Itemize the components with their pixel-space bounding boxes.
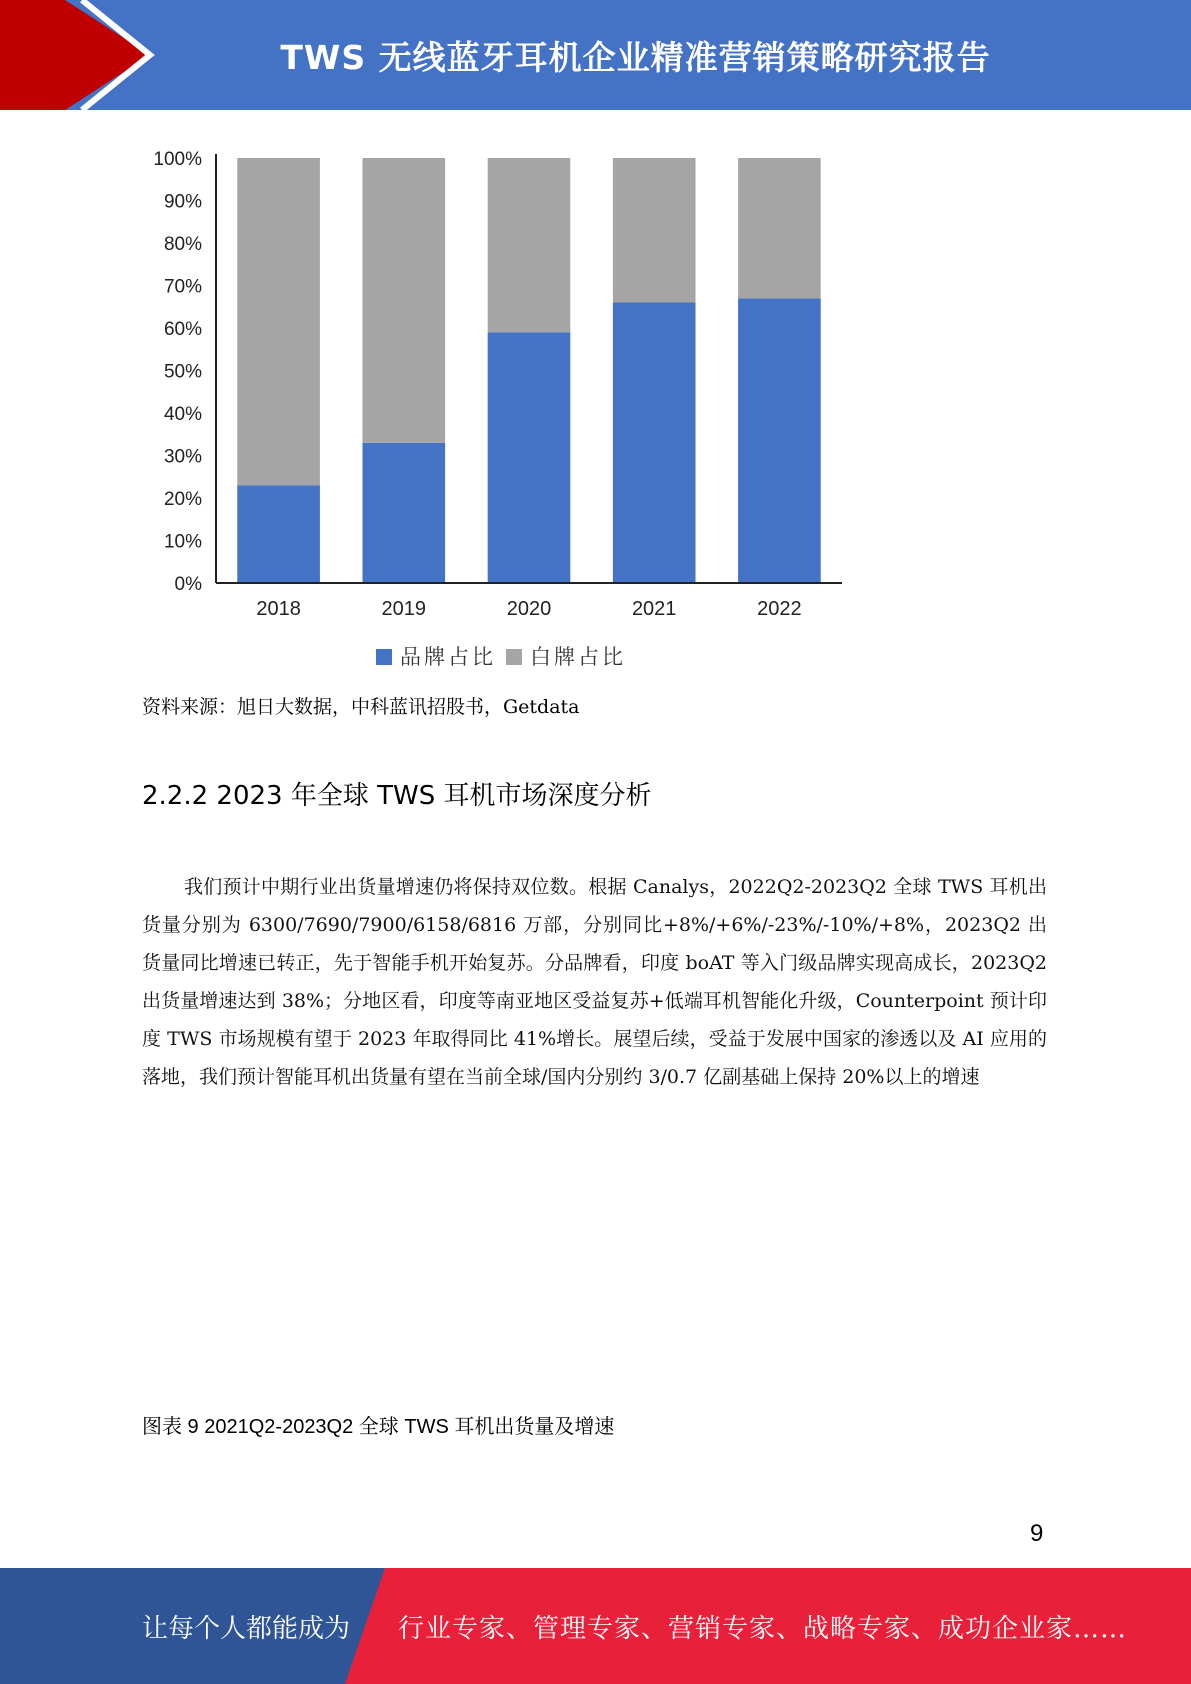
page-header <box>0 0 1191 110</box>
report-title: TWS 无线蓝牙耳机企业精准营销策略研究报告 <box>280 37 991 77</box>
bar-segment-whitebrand <box>237 158 320 485</box>
legend-label: 品牌占比 <box>400 646 496 669</box>
bar-segment-brand <box>613 303 696 584</box>
y-tick-label: 20% <box>163 489 202 510</box>
y-tick-label: 70% <box>163 276 202 298</box>
y-tick-label: 40% <box>163 404 202 425</box>
y-tick-label: 10% <box>163 531 202 553</box>
y-tick-label: 30% <box>163 446 202 468</box>
footer-slogan-right: 行业专家、管理专家、营销专家、战略专家、成功企业家…… <box>398 1613 1128 1644</box>
stacked-bar-chart <box>130 140 850 680</box>
figure-caption: 图表 9 2021Q2-2023Q2 全球 TWS 耳机出货量及增速 <box>142 1416 615 1438</box>
bar-segment-whitebrand <box>488 158 571 332</box>
footer-slogan-left: 让每个人都能成为 <box>142 1613 351 1644</box>
section-heading: 2.2.2 2023 年全球 TWS 耳机市场深度分析 <box>142 781 652 811</box>
legend-label: 白牌占比 <box>530 646 626 669</box>
bar-segment-brand <box>237 485 320 583</box>
chart-source-note: 资料来源：旭日大数据，中科蓝讯招股书，Getdata <box>142 696 580 718</box>
bar-segment-brand <box>488 332 571 583</box>
bar-segment-brand <box>738 298 821 583</box>
y-tick-label: 50% <box>163 361 202 383</box>
bar-segment-brand <box>362 443 445 583</box>
x-tick-label: 2021 <box>631 598 677 620</box>
legend-swatch <box>376 649 392 665</box>
page-footer <box>0 1568 1191 1684</box>
y-tick-label: 60% <box>163 319 202 340</box>
y-tick-label: 100% <box>153 149 202 170</box>
x-tick-label: 2018 <box>256 598 301 620</box>
y-tick-label: 0% <box>174 574 202 595</box>
bar-segment-whitebrand <box>362 158 445 443</box>
chart-svg <box>130 140 850 680</box>
x-tick-label: 2019 <box>381 598 427 620</box>
bar-segment-whitebrand <box>738 158 821 298</box>
y-tick-label: 90% <box>163 191 202 213</box>
body-paragraph: 我们预计中期行业出货量增速仍将保持双位数。根据 Canalys，2022Q2-2023Q2 全球 TWS 耳机出货量分别为 6300/7690/7900/6158/6816 万部，分别同比+8%/+6%/-23%/-10%/+8%，2023Q2 出货量同比增速已转正，先于智能手机开始复苏。分品牌看，印度 boAT 等入门级品牌实现高成长，2023Q2 出货量增速达到 38%；分地区看，印度等南亚地区受益复苏+低端耳机智能化升级，Counterpoint 预计印度 TWS 市场规模有望于 2023 年取得同比 41%增长。展望后续，受益于发展中国家的渗透以及 AI 应用的落地，我们预计智能耳机出货量有望在当前全球/国内分别约 3/0.7 亿副基础上保持 20%以上的增速 <box>142 876 1047 1088</box>
x-tick-label: 2020 <box>506 598 552 620</box>
page-number: 9 <box>1030 1520 1044 1547</box>
legend-swatch <box>506 649 522 665</box>
bar-segment-whitebrand <box>613 158 696 303</box>
x-tick-label: 2022 <box>757 598 802 620</box>
y-tick-label: 80% <box>163 234 202 255</box>
